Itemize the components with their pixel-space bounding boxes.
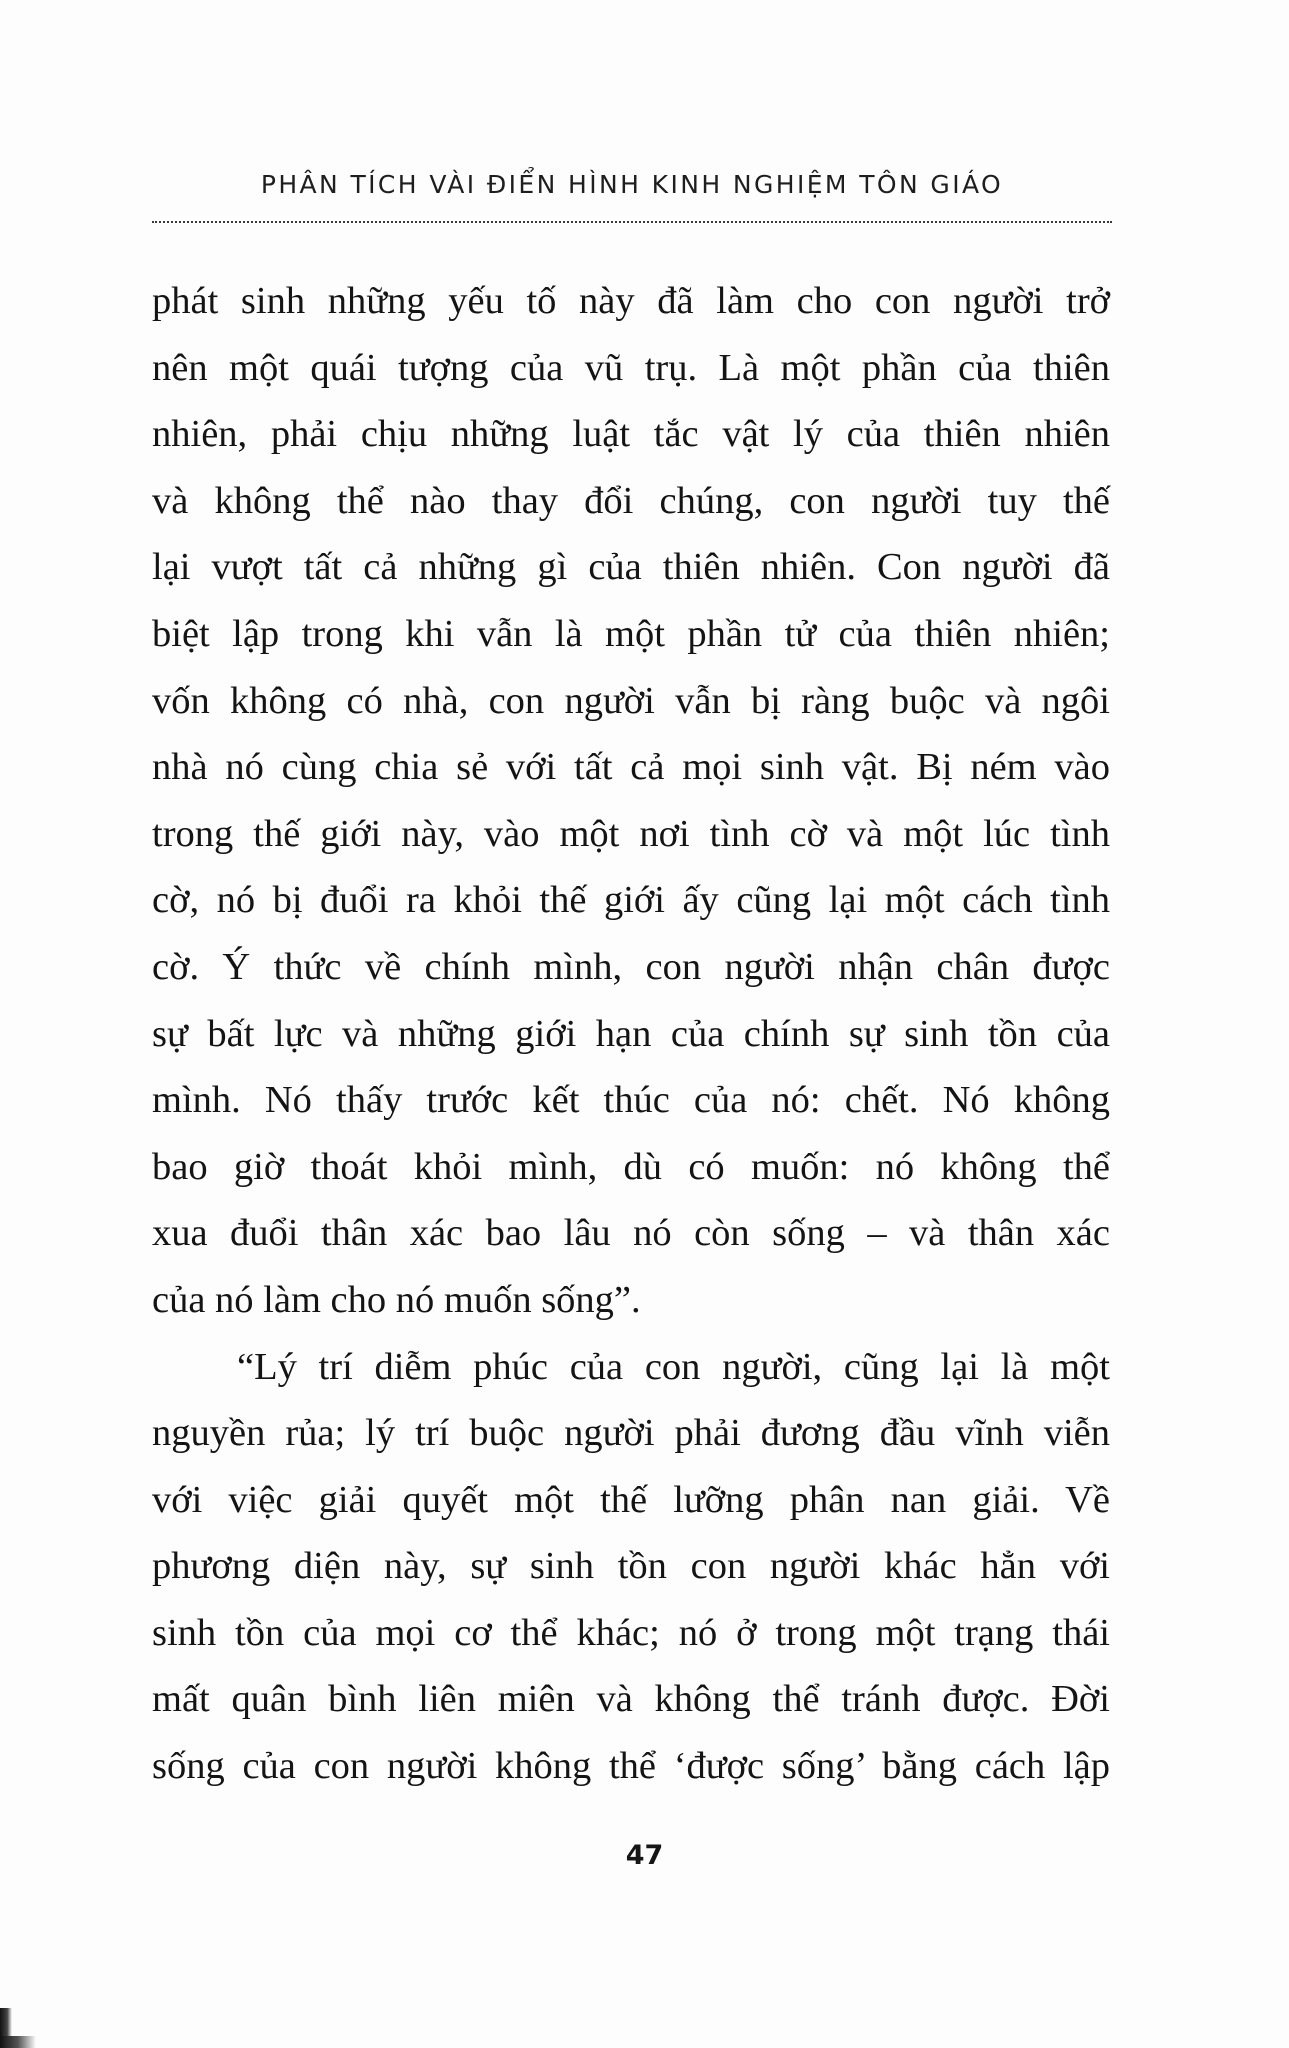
text-line: của nó làm cho nó muốn sống”.: [152, 1278, 641, 1321]
text-line: vốn không có nhà, con người vẫn bị ràng buộc và ngôi: [152, 679, 1110, 722]
text-line: với việc giải quyết một thế lưỡng phân nan giải. Về: [152, 1478, 1110, 1521]
text-line: bao giờ thoát khỏi mình, dù có muốn: nó không thể: [152, 1145, 1110, 1188]
paragraph-2: [152, 1334, 1110, 1800]
text-line: nhiên, phải chịu những luật tắc vật lý của thiên nhiên: [152, 413, 1110, 456]
text-line: “Lý trí diễm phúc của con người, cũng lại là một: [237, 1345, 1110, 1388]
text-line: phát sinh những yếu tố này đã làm cho con người trở: [152, 280, 1110, 322]
text-line: mất quân bình liên miên và không thể tránh được. Đời: [152, 1678, 1110, 1721]
text-line: biệt lập trong khi vẫn là một phần tử của thiên nhiên;: [152, 612, 1110, 655]
text-line: phương diện này, sự sinh tồn con người khác hẳn với: [152, 1545, 1110, 1588]
paragraph-1: [152, 268, 1110, 1334]
text-line: trong thế giới này, vào một nơi tình cờ và một lúc tình: [152, 812, 1110, 855]
text-line: cờ. Ý thức về chính mình, con người nhận chân được: [152, 945, 1110, 988]
text-line: sinh tồn của mọi cơ thể khác; nó ở trong một trạng thái: [152, 1611, 1110, 1654]
scan-edge-shadow-base: [0, 2036, 36, 2048]
text-line: sự bất lực và những giới hạn của chính sự sinh tồn của: [152, 1012, 1110, 1055]
header-dotted-rule: [152, 221, 1112, 223]
text-line: nguyền rủa; lý trí buộc người phải đương đầu vĩnh viễn: [152, 1412, 1110, 1455]
text-line: lại vượt tất cả những gì của thiên nhiên. Con người đã: [152, 546, 1110, 589]
body-text: [152, 268, 1110, 1800]
text-line: mình. Nó thấy trước kết thúc của nó: chết. Nó không: [152, 1079, 1110, 1122]
text-line: nên một quái tượng của vũ trụ. Là một phần của thiên: [152, 346, 1110, 389]
text-line: nhà nó cùng chia sẻ với tất cả mọi sinh vật. Bị ném vào: [152, 746, 1110, 789]
text-line: sống của con người không thể ‘được sống’ bằng cách lập: [152, 1745, 1110, 1788]
text-line: xua đuổi thân xác bao lâu nó còn sống – và thân xác: [152, 1212, 1110, 1255]
page-number: 47: [625, 1840, 664, 1871]
text-line: cờ, nó bị đuổi ra khỏi thế giới ấy cũng lại một cách tình: [152, 879, 1110, 922]
running-header: PHÂN TÍCH VÀI ĐIỂN HÌNH KINH NGHIỆM TÔN GIÁO: [260, 170, 1004, 199]
text-line: và không thể nào thay đổi chúng, con người tuy thế: [152, 479, 1110, 522]
